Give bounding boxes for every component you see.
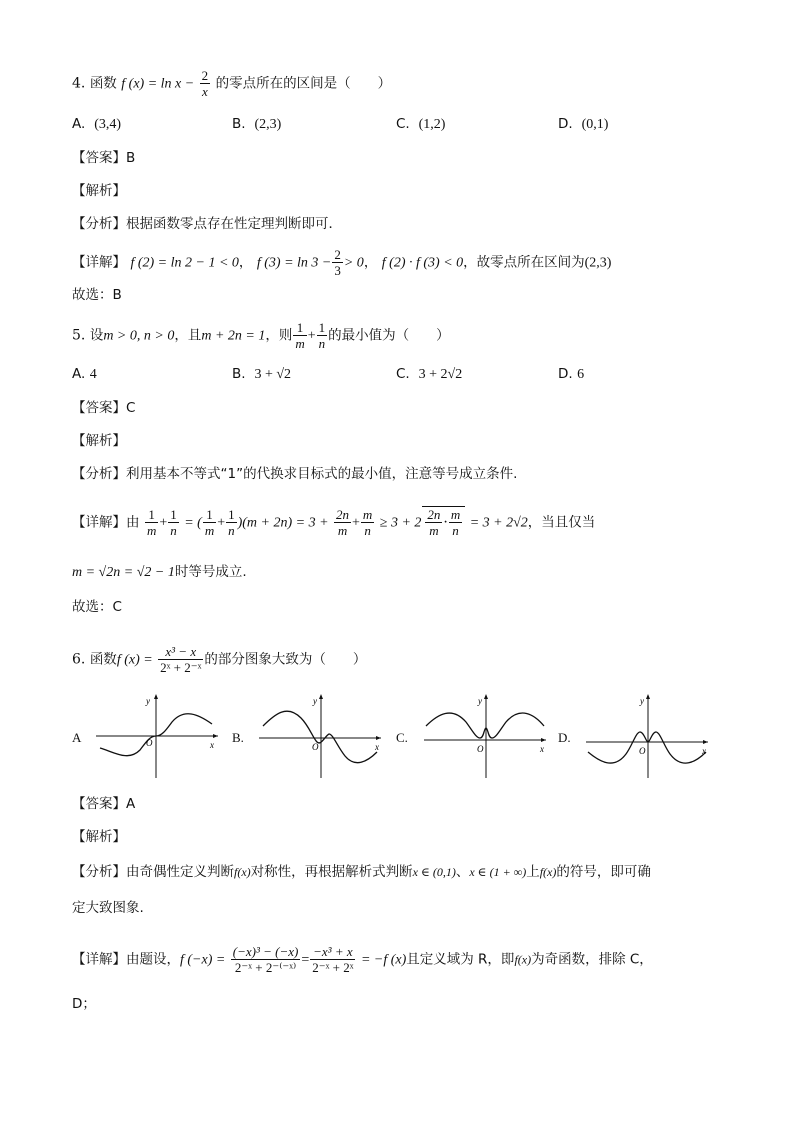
q5-analysis-heading: 【解析】 — [72, 433, 126, 449]
graph-b-label: B. — [232, 730, 244, 745]
q5-conclusion: 故选：C — [72, 599, 122, 615]
q5-option-b: B. 3 + √2 — [232, 366, 292, 382]
q4-option-d: D. (0,1) — [558, 116, 609, 132]
q5-detail: 【详解】由 $\frac{1}{m}$ + $\frac{1}{n}$ = ( $\frac{1}{m}$ + $\frac{1}{n}$ )(m + 2n) = 3 + $\frac{2n}{m}$ + $\frac{m}{n}$ ≥ 3 + 2 $\frac{2n}{m}$ · $\frac{m}{n}$ = 3 + 2√2，当且仅当 — [72, 507, 596, 538]
svg-text:O: O — [639, 746, 646, 756]
svg-text:x: x — [540, 744, 544, 754]
graph-c — [420, 690, 550, 780]
q4-stem: 4. 函数 f (x) = ln x − $\frac{2}{x}$ 的零点所在的区间是（ ） — [72, 68, 392, 99]
q4-answer: 【答案】B — [72, 150, 136, 166]
q4-function: f (x) = ln x − — [121, 76, 195, 92]
q5-fenxi: 【分析】利用基本不等式“1”的代换求目标式的最小值，注意等号成立条件. — [72, 466, 518, 482]
svg-text:O: O — [477, 744, 484, 754]
q4-detail: 【详解】 f (2) = ln 2 − 1 < 0， f (3) = ln 3 − $\frac{2}{3}$ > 0， f (2) · f (3) < 0，故零点所在区间为(2,3) — [72, 247, 612, 278]
svg-text:y: y — [146, 696, 150, 706]
svg-text:O: O — [312, 742, 319, 752]
svg-text:y: y — [640, 696, 644, 706]
q6-detail-line2: D； — [72, 996, 96, 1012]
graph-d-label: D. — [558, 730, 571, 745]
q6-fenxi-line2: 定大致图象. — [72, 900, 144, 916]
svg-text:O: O — [146, 738, 153, 748]
q5-answer: 【答案】C — [72, 400, 136, 416]
q5-option-a: A. 4 — [72, 366, 97, 382]
graph-c-label: C. — [396, 730, 408, 745]
q6-detail: 【详解】由题设，f (−x) = $\frac{\text{(−x)³ − (−x)}}{\text{2⁻ˣ + 2⁻⁽⁻ˣ⁾}}$ = $\frac{\text{−x³ + x}}{\text{2⁻ˣ + 2ˣ}}$ = −f (x)且定义域为 R，即f(x)为奇函数，排除 C， — [72, 944, 653, 975]
svg-text:x: x — [375, 742, 379, 752]
graph-a — [92, 690, 222, 780]
q5-option-c: C. 3 + 2√2 — [396, 366, 463, 382]
svg-text:x: x — [210, 740, 214, 750]
q5-detail-line2: m = √2n = √2 − 1时等号成立. — [72, 564, 247, 580]
q6-fenxi: 【分析】由奇偶性定义判断f(x)对称性，再根据解析式判断x ∈ (0,1)、x ∈ (1 + ∞)上f(x)的符号，即可确 — [72, 864, 651, 880]
graph-a-label: A — [72, 730, 82, 745]
graph-b — [255, 690, 385, 780]
svg-text:x: x — [702, 746, 706, 756]
q6-analysis-heading: 【解析】 — [72, 829, 126, 845]
q4-option-c: C. (1,2) — [396, 116, 446, 132]
q4-option-a: A. (3,4) — [72, 116, 122, 132]
q4-analysis-heading: 【解析】 — [72, 183, 126, 199]
svg-text:y: y — [313, 696, 317, 706]
q4-conclusion: 故选：B — [72, 287, 122, 303]
q6-answer: 【答案】A — [72, 796, 136, 812]
graph-d — [582, 690, 712, 780]
q4-number: 4. — [72, 75, 86, 92]
svg-text:y: y — [478, 696, 482, 706]
q6-stem: 6. 函数f (x) = $\frac{\text{x³ − x}}{\text{2ˣ + 2⁻ˣ}}$ 的部分图象大致为（ ） — [72, 644, 367, 675]
q5-stem: 5. 设m > 0, n > 0，且m + 2n = 1，则 $\frac{1}{m}$ + $\frac{1}{n}$ 的最小值为（ ） — [72, 320, 450, 351]
q4-fraction: $\frac{2}{x}$ — [201, 68, 209, 99]
q5-option-d: D. 6 — [558, 366, 585, 382]
q4-option-b: B. (2,3) — [232, 116, 282, 132]
q4-fenxi: 【分析】根据函数零点存在性定理判断即可． — [72, 216, 342, 232]
